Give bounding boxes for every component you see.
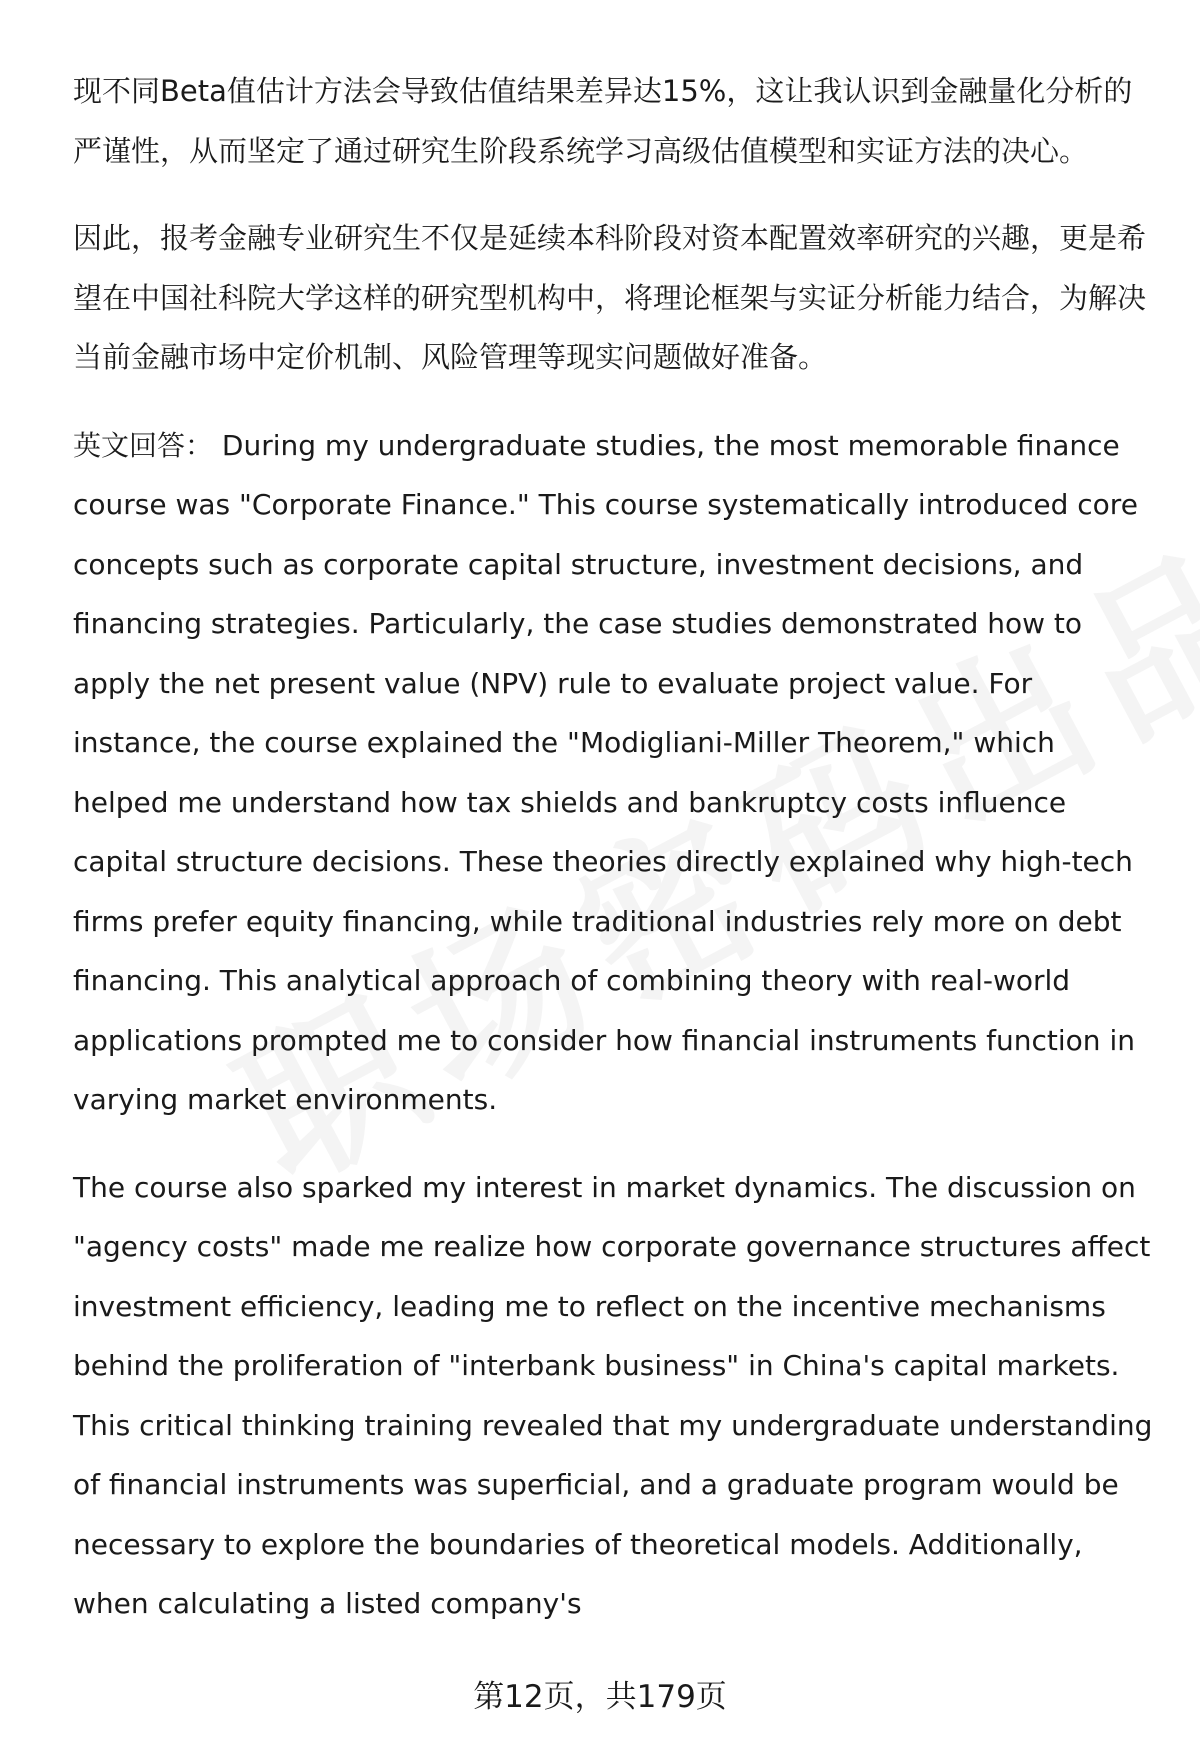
document-body — [73, 62, 1158, 1662]
page-number-footer: 第12页，共179页 — [473, 1679, 727, 1715]
paragraph-3: 英文回答： During my undergraduate studies, the most memorable finance course was "Corporate Finance." This course systematically introduced core concepts such as corporate capital structure, investment decisions, and financing strategies. Particularly, the case studies demonstrated how to apply the net present value (NPV) rule to evaluate project value. For instance, the course explained the "Modigliani-Miller Theorem," which helped me understand how tax shields and bankruptcy costs influence capital structure decisions. These theories directly explained why high-tech firms prefer equity financing, while traditional industries rely more on debt financing. This analytical approach of combining theory with real-world applications prompted me to consider how financial instruments function in varying market environments. — [73, 428, 1138, 1116]
paragraph-4: The course also sparked my interest in market dynamics. The discussion on "agency costs" made me realize how corporate governance structures affect investment efficiency, leading me to reflect on the incentive mechanisms behind the proliferation of "interbank business" in China's capital markets. This critical thinking training revealed that my undergraduate understanding of financial instruments was superficial, and a graduate program would be necessary to explore the boundaries of theoretical models. Additionally, when calculating a listed company's — [73, 1170, 1153, 1620]
paragraph-2: 因此，报考金融专业研究生不仅是延续本科阶段对资本配置效率研究的兴趣，更是希望在中国社科院大学这样的研究型机构中，将理论框架与实证分析能力结合，为解决当前金融市场中定价机制、风险管理等现实问题做好准备。 — [73, 221, 1147, 374]
paragraph-1: 现不同Beta值估计方法会导致估值结果差异达15%，这让我认识到金融量化分析的严谨性，从而坚定了通过研究生阶段系统学习高级估值模型和实证方法的决心。 — [73, 74, 1133, 168]
